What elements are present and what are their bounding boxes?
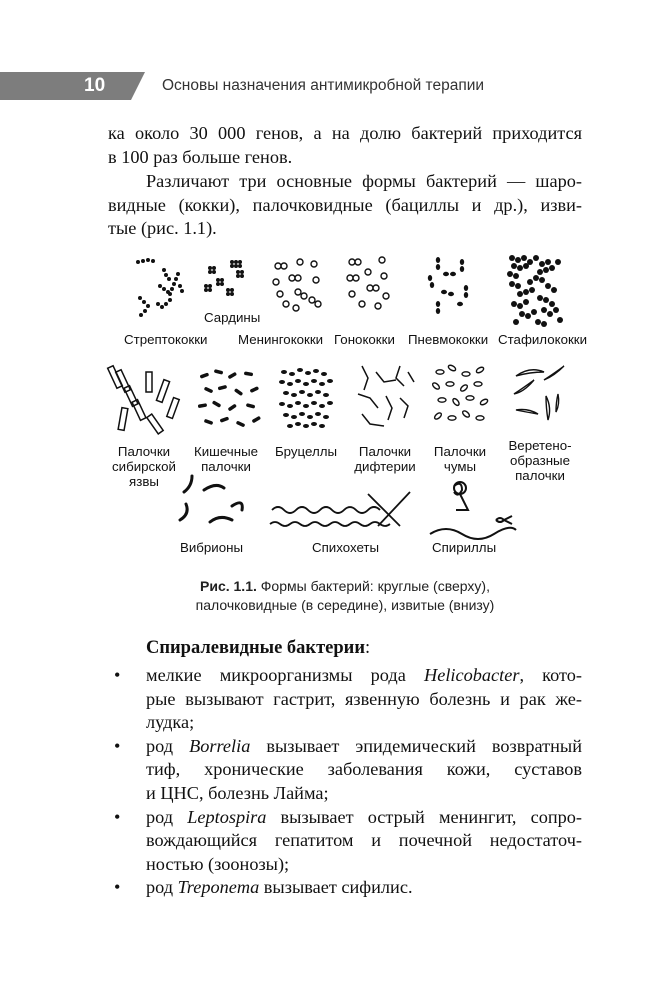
text-line: лудка; [146,712,195,733]
label-line: чумы [443,459,477,474]
text-line: Различают три основные формы бактерий — шаро- [146,171,582,191]
fusiform-illustration [514,366,564,420]
text-line: ка около 30 000 генов, а на долю бактерий приходится [108,123,582,143]
label-line: Веретено- [508,438,572,453]
paragraph-forms [108,170,582,241]
text-line: тые (рис. 1.1). [108,218,217,239]
pneumococci-illustration [428,257,468,314]
list-item [108,876,582,900]
label-line: образные [509,453,571,468]
label-plague [430,444,490,474]
label-fusiform [504,438,576,483]
text-span: мелкие микроорганизмы рода [146,665,424,685]
text-span: вызывает сифилис. [259,877,413,898]
bullet-marker: • [114,806,121,827]
text-line: видные (кокки), палочковидные (бациллы и др.), изви- [108,194,582,215]
page-tab-shape [0,72,145,100]
label-line: Палочки [433,444,487,459]
bullet-list [108,664,582,900]
text-line: и ЦНС, болезнь Лайма; [146,782,329,803]
label-meningococci: Менингококки [238,332,324,347]
genus-name: Helicobacter [424,665,520,685]
label-gonococci: Гонококки [334,332,395,347]
streptococci-illustration [136,258,184,317]
caption-text: Формы бактерий: круглые (сверху), [256,578,490,594]
list-item [108,806,582,877]
bacteria-illustrations [100,248,590,568]
figure-caption [108,577,582,615]
label-line: язвы [129,474,159,489]
text-span: вызывает острый менингит, сопро- [266,806,582,827]
text-span: вызывает эпидемический возвратный [250,735,582,756]
caption-figure-number: Рис. 1.1. [200,578,257,594]
text-line: ностью (зоонозы); [146,853,290,874]
label-line: палочки [515,468,565,483]
label-line: дифтерии [354,459,416,474]
label-line: Палочки [358,444,412,459]
brucella-illustration [279,368,333,428]
list-item [108,735,582,806]
text-line: тиф, хронические заболевания кожи, суставов [146,759,582,780]
spirilla-illustration [430,482,516,539]
genus-name: Treponema [177,877,260,898]
text-span: род [146,877,178,898]
bullet-marker: • [114,735,121,756]
diphtheria-illustration [358,366,414,426]
paragraph-continuation [108,122,582,169]
text-line [146,806,582,830]
section-title-colon: : [364,638,371,658]
label-sarcina: Сардины [204,310,261,325]
running-header [0,72,668,100]
label-streptococci: Стрептококки [124,332,208,347]
text-span: род [146,735,190,756]
label-line: палочки [201,459,251,474]
vibrio-illustration [180,476,242,522]
genus-name: Borrelia [189,735,251,756]
bullet-marker: • [114,665,121,685]
label-diphtheria [352,444,418,474]
bacteria-figure [100,248,590,568]
label-line: Кишечные [194,444,259,459]
label-spirilla: Спириллы [432,540,497,555]
label-brucella: Бруцеллы [274,444,338,459]
text-line [146,735,582,759]
sarcina-illustration [204,260,244,296]
spirochete-illustration [270,492,410,526]
caption-line-1 [108,577,582,596]
text-span: , кото- [519,665,582,685]
caption-line-2: палочковидные (в середине), извитые (внизу) [195,597,495,613]
anthrax-illustration [108,366,180,434]
list-item [108,664,582,735]
section-title [146,638,370,659]
staphylococci-illustration [507,255,563,327]
text-line: вождающийся гепатитом и почечной недостаточ- [146,830,582,851]
bullet-marker: • [114,877,121,898]
label-pneumococci: Пневмококки [408,332,489,347]
coli-illustration [198,369,261,427]
genus-name: Leptospira [187,806,267,827]
text-span: род [146,806,188,827]
label-vibrio: Вибрионы [180,540,244,555]
page-number: 10 [84,75,106,96]
text-line [146,876,582,900]
label-spirochete: Спихохеты [312,540,380,555]
label-line: сибирской [112,459,176,474]
text-line [146,664,582,688]
running-title: Основы назначения антимикробной терапии [162,77,485,94]
label-anthrax [110,444,178,489]
label-line: Палочки [117,444,171,459]
label-coli [194,444,258,474]
page-number-tab [0,72,145,100]
plague-illustration [432,364,489,420]
text-line: в 100 раз больше генов. [108,146,293,167]
meningococci-illustration [273,259,321,311]
label-staphylococci: Стафилококки [498,332,588,347]
text-line: рые вызывают гастрит, язвенную болезнь и рак же- [146,688,582,709]
gonococci-illustration [347,257,389,309]
section-title-text: Спиралевидные бактерии [146,638,365,658]
